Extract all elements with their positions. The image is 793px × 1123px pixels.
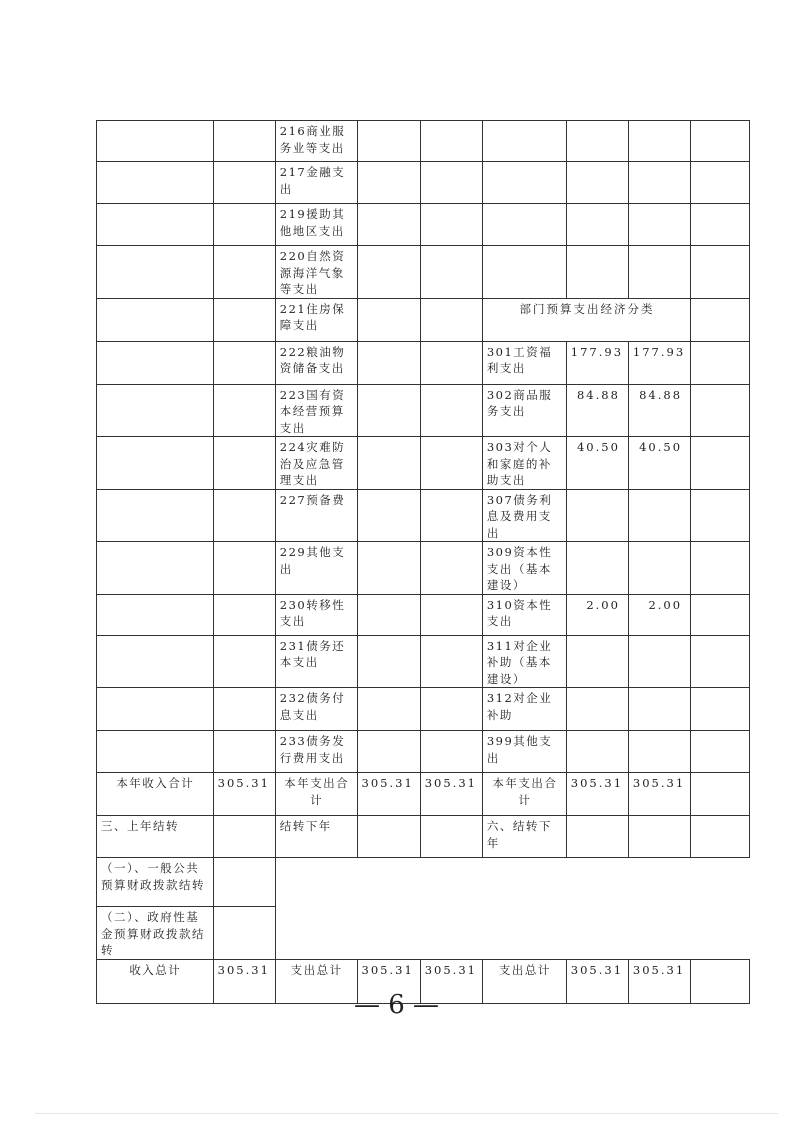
table-cell: [691, 773, 750, 816]
table-cell: [357, 489, 420, 542]
expense-item-233: 233债务发行费用支出: [275, 731, 357, 773]
table-row: [97, 688, 750, 731]
expense-grand-total-value: 305.31: [357, 959, 420, 1003]
table-cell: [213, 384, 275, 437]
table-cell: [357, 246, 420, 299]
table-cell: [97, 298, 214, 341]
annual-expense-total-value: 305.31: [566, 773, 628, 816]
table-cell: [357, 635, 420, 688]
econ-total-303: 40.50: [628, 437, 690, 490]
econ-value-302: 84.88: [566, 384, 628, 437]
econ-value-301: 177.93: [566, 341, 628, 384]
table-cell: [691, 437, 750, 490]
table-cell: [213, 121, 275, 162]
expense-item-220: 220自然资源海洋气象等支出: [275, 246, 357, 299]
table-cell: [357, 298, 420, 341]
table-row: [97, 731, 750, 773]
annual-income-total-label: 本年收入合计: [97, 773, 214, 816]
table-cell: [691, 341, 750, 384]
table-cell: [628, 204, 690, 246]
table-row: [97, 341, 750, 384]
table-row: [97, 384, 750, 437]
table-cell: [213, 858, 275, 907]
table-cell: [420, 489, 482, 542]
table-cell: [420, 384, 482, 437]
table-cell: [97, 688, 214, 731]
table-cell: [357, 121, 420, 162]
table-cell: [691, 731, 750, 773]
table-cell: [97, 635, 214, 688]
table-cell: [357, 688, 420, 731]
page-number: — 6 —: [353, 990, 440, 1020]
carry-to-next-year-label: 结转下年: [275, 816, 357, 858]
expense-grand-total-value: 305.31: [566, 959, 628, 1003]
expense-item-224: 224灾难防治及应急管理支出: [275, 437, 357, 490]
income-grand-total-label: 收入总计: [97, 959, 214, 1003]
table-cell: [213, 162, 275, 204]
table-cell: [566, 162, 628, 204]
table-cell: [213, 437, 275, 490]
table-cell: [566, 816, 628, 858]
table-cell: [213, 816, 275, 858]
econ-item-303: 303对个人和家庭的补助支出: [482, 437, 566, 490]
table-cell: [357, 594, 420, 635]
table-row: [97, 162, 750, 204]
table-cell: [420, 298, 482, 341]
table-cell: [691, 121, 750, 162]
table-cell: [566, 489, 628, 542]
annual-totals-row: [97, 773, 750, 816]
table-cell: [213, 635, 275, 688]
income-grand-total-value: 305.31: [213, 959, 275, 1003]
table-cell: [628, 635, 690, 688]
annual-expense-total-value: 305.31: [420, 773, 482, 816]
expense-item-231: 231债务还本支出: [275, 635, 357, 688]
table-cell: [566, 635, 628, 688]
econ-total-302: 84.88: [628, 384, 690, 437]
table-cell: [628, 162, 690, 204]
econ-item-310: 310资本性支出: [482, 594, 566, 635]
table-cell: [482, 162, 566, 204]
table-row: [97, 594, 750, 635]
table-cell: [420, 162, 482, 204]
table-cell: [628, 688, 690, 731]
table-cell: [691, 384, 750, 437]
table-cell: [628, 542, 690, 595]
table-cell: [691, 816, 750, 858]
table-row: [97, 246, 750, 299]
annual-expense-total-value: 305.31: [357, 773, 420, 816]
carry-to-next-year-label: 六、结转下年: [482, 816, 566, 858]
expense-item-232: 232债务付息支出: [275, 688, 357, 731]
carryover-row: [97, 816, 750, 858]
expense-item-229: 229其他支出: [275, 542, 357, 595]
table-cell: [691, 298, 750, 341]
table-cell: [97, 246, 214, 299]
table-cell: [213, 204, 275, 246]
table-cell: [420, 688, 482, 731]
table-cell: [628, 731, 690, 773]
annual-income-total-value: 305.31: [213, 773, 275, 816]
table-cell: [213, 246, 275, 299]
econ-value-310: 2.00: [566, 594, 628, 635]
economic-classification-header: 部门预算支出经济分类: [482, 298, 690, 341]
table-cell: [213, 341, 275, 384]
table-row: [97, 298, 750, 341]
table-cell: [97, 594, 214, 635]
table-cell: [482, 121, 566, 162]
table-cell: [691, 635, 750, 688]
table-cell: [357, 437, 420, 490]
expense-item-216: 216商业服务业等支出: [275, 121, 357, 162]
table-row: [97, 204, 750, 246]
econ-total-301: 177.93: [628, 341, 690, 384]
table-cell: [420, 542, 482, 595]
table-cell: [566, 731, 628, 773]
econ-item-307: 307债务利息及费用支出: [482, 489, 566, 542]
prior-year-carryover-label: 三、上年结转: [97, 816, 214, 858]
table-row: [97, 907, 750, 960]
table-cell: [420, 594, 482, 635]
table-cell: [97, 341, 214, 384]
table-cell: [357, 731, 420, 773]
table-cell: [691, 542, 750, 595]
table-cell: [213, 542, 275, 595]
table-cell: [566, 688, 628, 731]
table-row: [97, 542, 750, 595]
budget-table: [96, 120, 750, 1004]
table-row: [97, 489, 750, 542]
econ-value-303: 40.50: [566, 437, 628, 490]
general-budget-carryover-label: （一）、一般公共预算财政拨款结转: [97, 858, 214, 907]
table-cell: [628, 121, 690, 162]
table-cell: [213, 298, 275, 341]
econ-item-309: 309资本性支出（基本建设）: [482, 542, 566, 595]
table-cell: [566, 121, 628, 162]
table-cell: [97, 489, 214, 542]
econ-item-399: 399其他支出: [482, 731, 566, 773]
table-cell: [357, 542, 420, 595]
table-cell: [691, 204, 750, 246]
annual-expense-total-label: 本年支出合计: [482, 773, 566, 816]
expense-item-223: 223国有资本经营预算支出: [275, 384, 357, 437]
table-cell: [691, 489, 750, 542]
expense-item-221: 221住房保障支出: [275, 298, 357, 341]
expense-grand-total-value: 305.31: [420, 959, 482, 1003]
table-cell: [97, 121, 214, 162]
table-cell: [97, 204, 214, 246]
table-cell: [420, 341, 482, 384]
table-cell: [97, 437, 214, 490]
table-cell: [628, 816, 690, 858]
footer-divider: [35, 1113, 778, 1114]
table-cell: [97, 384, 214, 437]
table-cell: [275, 907, 749, 960]
table-cell: [628, 489, 690, 542]
econ-item-311: 311对企业补助（基本建设）: [482, 635, 566, 688]
expense-item-217: 217金融支出: [275, 162, 357, 204]
table-cell: [97, 162, 214, 204]
table-cell: [420, 437, 482, 490]
fund-budget-carryover-label: （二）、政府性基金预算财政拨款结转: [97, 907, 214, 960]
table-cell: [566, 542, 628, 595]
econ-item-312: 312对企业补助: [482, 688, 566, 731]
expense-item-222: 222粮油物资储备支出: [275, 341, 357, 384]
expense-grand-total-label: 支出总计: [482, 959, 566, 1003]
table-cell: [357, 384, 420, 437]
table-cell: [357, 162, 420, 204]
annual-expense-total-value: 305.31: [628, 773, 690, 816]
table-cell: [357, 816, 420, 858]
table-row: [97, 437, 750, 490]
table-cell: [691, 246, 750, 299]
table-cell: [691, 688, 750, 731]
expense-item-227: 227预备费: [275, 489, 357, 542]
expense-grand-total-label: 支出总计: [275, 959, 357, 1003]
table-cell: [420, 246, 482, 299]
table-cell: [420, 204, 482, 246]
econ-item-301: 301工资福利支出: [482, 341, 566, 384]
table-cell: [420, 121, 482, 162]
table-cell: [566, 246, 628, 299]
table-cell: [482, 246, 566, 299]
table-cell: [213, 907, 275, 960]
table-cell: [691, 162, 750, 204]
table-cell: [357, 341, 420, 384]
table-cell: [420, 635, 482, 688]
econ-total-310: 2.00: [628, 594, 690, 635]
expense-grand-total-value: 305.31: [628, 959, 690, 1003]
expense-item-219: 219援助其他地区支出: [275, 204, 357, 246]
table-cell: [275, 858, 749, 907]
annual-expense-total-label: 本年支出合计: [275, 773, 357, 816]
table-cell: [213, 731, 275, 773]
table-cell: [97, 542, 214, 595]
table-cell: [357, 204, 420, 246]
expense-item-230: 230转移性支出: [275, 594, 357, 635]
table-row: [97, 121, 750, 162]
table-row: [97, 635, 750, 688]
table-cell: [420, 816, 482, 858]
table-cell: [420, 731, 482, 773]
table-cell: [213, 489, 275, 542]
table-cell: [213, 594, 275, 635]
table-cell: [97, 731, 214, 773]
table-row: [97, 858, 750, 907]
table-cell: [566, 204, 628, 246]
table-cell: [482, 204, 566, 246]
econ-item-302: 302商品服务支出: [482, 384, 566, 437]
table-cell: [213, 688, 275, 731]
table-cell: [691, 594, 750, 635]
table-cell: [628, 246, 690, 299]
